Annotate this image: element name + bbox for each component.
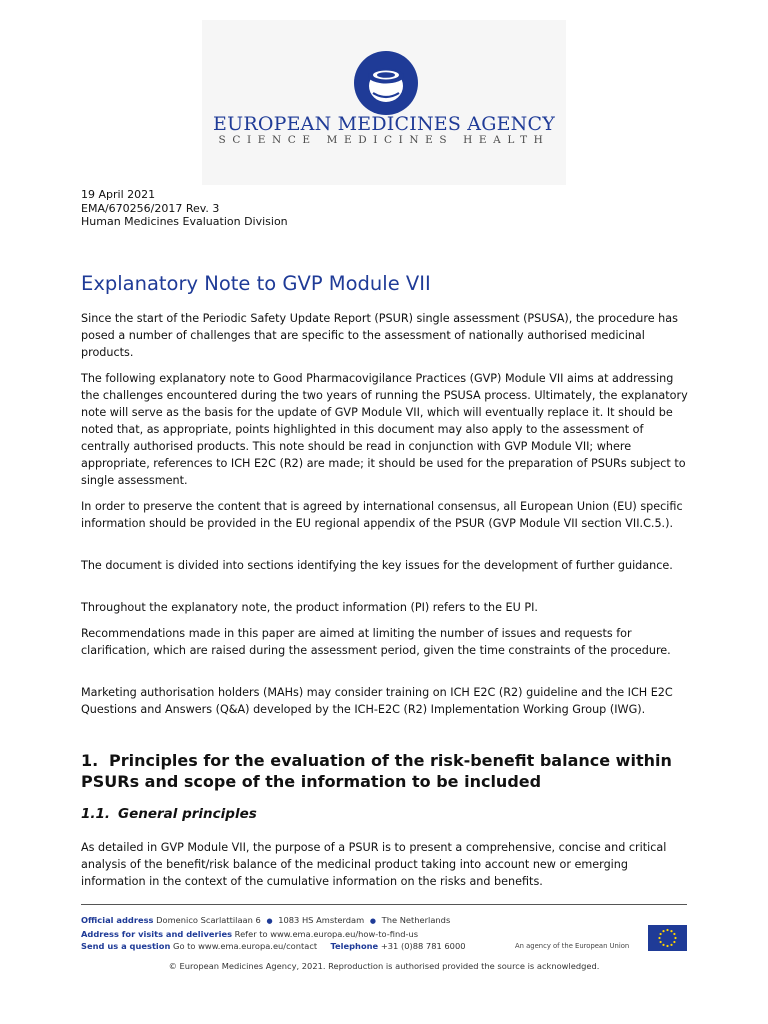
section-heading (81, 750, 701, 792)
subsection-heading (81, 806, 257, 822)
official-address-label: Official address (81, 915, 154, 925)
visits-label: Address for visits and deliveries (81, 928, 233, 939)
bullet-icon: ● (266, 917, 273, 925)
agency-tagline: SCIENCE MEDICINES HEALTH (218, 134, 550, 146)
paragraph: In order to preserve the content that is agreed by international consensus, all European Union (EU) specific information should be provided in the EU regional appendix of the PSUR (GVP Module VII section VII.C.5.). (81, 500, 683, 530)
question-label: Send us a question (81, 941, 171, 951)
copyright-notice: © European Medicines Agency, 2021. Reproduction is authorised provided the source is acknowledged. (168, 961, 600, 971)
paragraph: Since the start of the Periodic Safety Update Report (PSUR) single assessment (PSUSA), the procedure has posed a number of challenges that are specific to the assessment of nationally authorised medicinal products. (81, 312, 678, 359)
footer-divider (81, 904, 687, 905)
contact-link[interactable]: Go to www.ema.europa.eu/contact (173, 941, 318, 951)
document-division: Human Medicines Evaluation Division (81, 215, 288, 228)
paragraph: As detailed in GVP Module VII, the purpose of a PSUR is to present a comprehensive, concise and critical analysis of the benefit/risk balance of the medicinal product taking into account new or emerging information in the context of the cumulative information on the risks and benefits. (81, 841, 667, 888)
official-address-street: Domenico Scarlattilaan 6 (156, 915, 261, 925)
visits-link[interactable]: Refer to www.ema.europa.eu/how-to-find-us (234, 928, 419, 939)
section-number: 1. (81, 751, 99, 770)
section-title: Principles for the evaluation of the risk-benefit balance within PSURs and scope of the information to be included (81, 751, 672, 791)
subsection-number: 1.1. (81, 806, 111, 822)
document-meta (81, 188, 288, 229)
paragraph: Throughout the explanatory note, the product information (PI) refers to the EU PI. (81, 601, 538, 614)
official-address-city: 1083 HS Amsterdam (278, 915, 365, 925)
eu-agency-line: An agency of the European Union (515, 942, 630, 950)
bullet-icon: ● (369, 917, 376, 925)
paragraph: Recommendations made in this paper are aimed at limiting the number of issues and requests for clarification, which are raised during the assessment period, given the time constraints of the procedure. (81, 627, 671, 657)
document-reference: EMA/670256/2017 Rev. 3 (81, 201, 220, 215)
subsection-title: General principles (118, 806, 257, 822)
document-title: Explanatory Note to GVP Module VII (81, 272, 431, 295)
eu-flag-icon (648, 925, 687, 951)
agency-name: EUROPEAN MEDICINES AGENCY (213, 113, 555, 135)
telephone-number: +31 (0)88 781 6000 (380, 941, 466, 951)
official-address-country: The Netherlands (381, 915, 451, 925)
paragraph: Marketing authorisation holders (MAHs) may consider training on ICH E2C (R2) guideline and the ICH E2C Questions and Answers (Q&A) developed by the ICH-E2C (R2) Implementation Working Group (IWG). (81, 686, 673, 716)
paragraph: The following explanatory note to Good Pharmacovigilance Practices (GVP) Module VII aims at addressing the challenges encountered during the two years of running the PSUSA process. Ultimately, the explanatory note will serve as the basis for the update of GVP Module VII, which will eventually replace it. It should be noted that, as appropriate, points highlighted in this document may also apply to the assessment of centrally authorised products. This note should be read in conjunction with GVP Module VII; where appropriate, references to ICH E2C (R2) are made; it should be used for the preparation of PSURs subject to single assessment. (81, 372, 688, 487)
document-date: 19 April 2021 (81, 188, 156, 201)
footer (81, 914, 466, 953)
telephone-label: Telephone (330, 941, 379, 951)
paragraph: The document is divided into sections identifying the key issues for the development of further guidance. (81, 559, 673, 572)
ema-logo-icon (353, 50, 419, 116)
